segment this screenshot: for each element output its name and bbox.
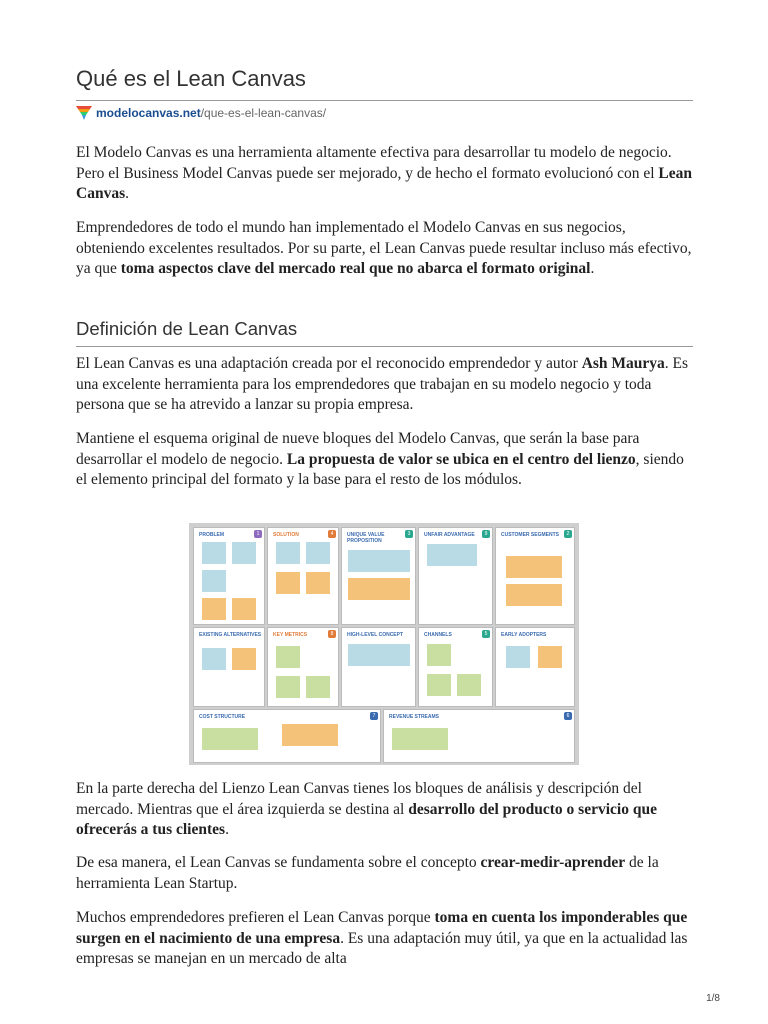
paragraph-4: Mantiene el esquema original de nueve bloques del Modelo Canvas, que serán la base para desarrollar el modelo de negocio. La propuesta de valor se ubica en el centro del lienzo, siendo el elemento principal del formato y la base para el resto de los módulos. (76, 430, 684, 488)
paragraph-2: Emprendedores de todo el mundo han implementado el Modelo Canvas en sus negocios, obteniendo excelentes resultados. Por su parte, el Lean Canvas puede resultar incluso más efectivo, ya que toma aspectos clave del mercado real que no abarca el formato original. (76, 219, 692, 277)
paragraph-5: En la parte derecha del Lienzo Lean Canvas tienes los bloques de análisis y descripción del mercado. Mientras que el área izquierda se destina al desarrollo del producto o servicio que ofrecerás a tus clientes. (76, 780, 657, 838)
paragraph-7: Muchos emprendedores prefieren el Lean Canvas porque toma en cuenta los imponderables que surgen en el nacimiento de una empresa. Es una adaptación muy útil, ya que en la actualidad las empresas se manejan en un mercado de alta (76, 909, 688, 967)
source-domain: modelocanvas.net (96, 106, 201, 120)
canvas-block-high-level-concept: HIGH-LEVEL CONCEPT (341, 627, 416, 707)
canvas-block-cost-structure: COST STRUCTURE 7 (193, 709, 381, 763)
canvas-block-customer-segments: CUSTOMER SEGMENTS 2 (495, 527, 575, 625)
page-number: 1/8 (706, 993, 720, 1004)
section-heading: Definición de Lean Canvas (76, 318, 298, 339)
source-link[interactable] (76, 106, 326, 120)
page-title: Qué es el Lean Canvas (76, 66, 306, 91)
lean-canvas-image (189, 523, 579, 765)
source-path: /que-es-el-lean-canvas/ (200, 106, 327, 120)
canvas-block-channels: CHANNELS 5 (418, 627, 493, 707)
title-divider (76, 100, 693, 101)
site-logo-icon (76, 106, 92, 120)
canvas-block-key-metrics: KEY METRICS 8 (267, 627, 339, 707)
canvas-block-unique-value-proposition: UNIQUE VALUE PROPOSITION 3 (341, 527, 416, 625)
paragraph-6: De esa manera, el Lean Canvas se fundamenta sobre el concepto crear-medir-aprender de la herramienta Lean Startup. (76, 854, 659, 892)
canvas-block-unfair-advantage: UNFAIR ADVANTAGE 9 (418, 527, 493, 625)
canvas-block-problem: PROBLEM 1 (193, 527, 265, 625)
paragraph-3: El Lean Canvas es una adaptación creada por el reconocido emprendedor y autor Ash Maurya. Es una excelente herramienta para los emprendedores que trabajan en su modelo negocio y toda persona que se ha atrevido a lanzar su propia empresa. (76, 355, 689, 413)
canvas-block-solution: SOLUTION 4 (267, 527, 339, 625)
canvas-block-existing-alternatives: EXISTING ALTERNATIVES (193, 627, 265, 707)
canvas-block-revenue-streams: REVENUE STREAMS 6 (383, 709, 575, 763)
paragraph-1: El Modelo Canvas es una herramienta altamente efectiva para desarrollar tu modelo de negocio. Pero el Business Model Canvas puede ser mejorado, y de hecho el formato evolucionó con el Lean Canvas. (76, 144, 692, 202)
canvas-block-early-adopters: EARLY ADOPTERS (495, 627, 575, 707)
section-divider (76, 346, 693, 347)
